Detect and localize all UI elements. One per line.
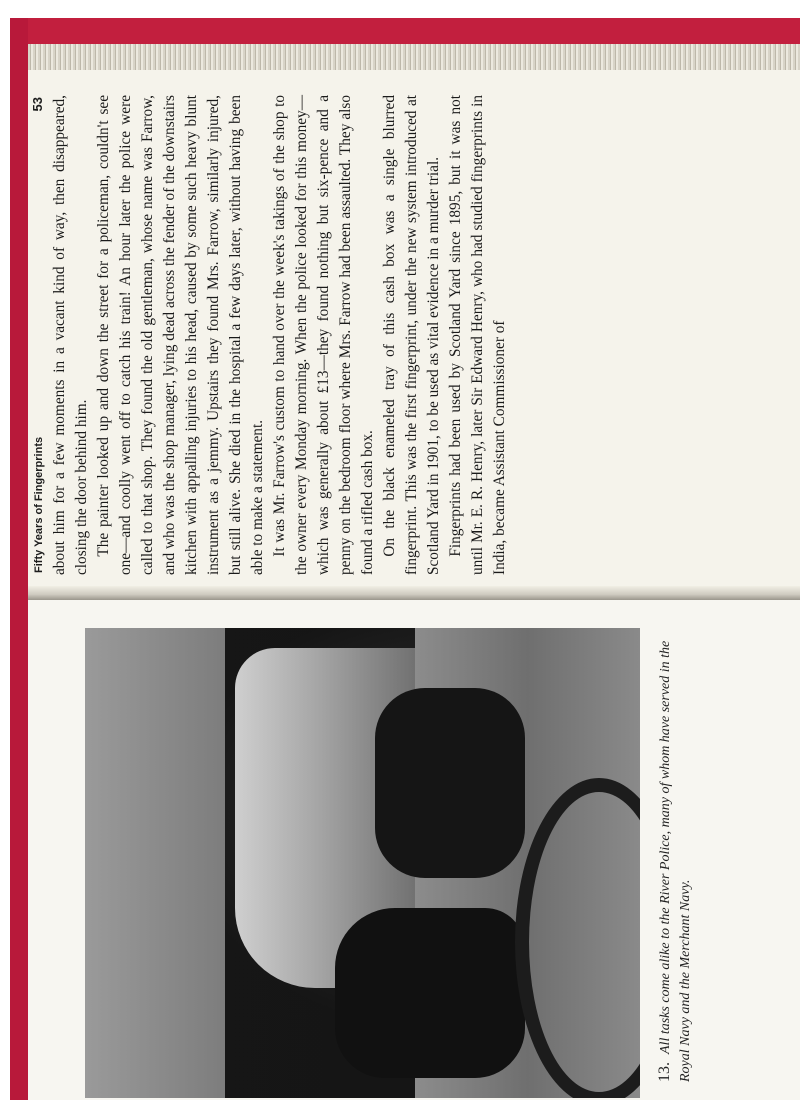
photo-sky (85, 628, 225, 1098)
river-police-photo (85, 628, 640, 1098)
book-cover-edge-left (10, 18, 28, 1100)
text-page (30, 95, 520, 575)
paragraph: On the black enameled tray of this cash box was a single blurred fingerprint. This was the first fingerprint, under the new system introduced at Scotland Yard in 1901, to be used as vital evidence in a murder trial. (381, 95, 442, 575)
caption-text: All tasks come alike to the River Police, many of whom have served in the Royal Navy and the Merchant Navy. (658, 640, 693, 1082)
page-edges (28, 44, 800, 70)
paragraph: It was Mr. Farrow's custom to hand over the week's takings of the shop to the owner every Monday morning. When the police looked for this money—which was generally about £13—they found nothing but six-pence and a penny on the bedroom floor where Mrs. Farrow had been assaulted. They also found a rifled cash box. (271, 95, 376, 575)
page-number: 53 (30, 97, 45, 112)
body-text (49, 95, 511, 575)
photo-caption (655, 632, 696, 1082)
book-gutter (28, 586, 800, 600)
running-head (30, 97, 45, 573)
photo-officer-figure (335, 908, 525, 1078)
running-head-title: Fifty Years of Fingerprints (33, 436, 45, 573)
paragraph: The painter looked up and down the street for a policeman, couldn't see one—and coolly went off to catch his train! An hour later the police were called to that shop. They found the old gentleman, whose name was Farrow, and who was the shop manager, lying dead across the fender of the downstairs kitchen with appalling injuries to his head, caused by some such heavy blunt instrument as a jemmy. Upstairs they found Mrs. Farrow, similarly injured, but still alive. She died in the hospital a few days later, without having been able to make a statement. (95, 95, 266, 575)
paragraph: Fingerprints had been used by Scotland Yard since 1895, but it was not until Mr. E. R. Henry, later Sir Edward Henry, who had studied fingerprints in India, became Assistant Commissioner of (447, 95, 508, 575)
paragraph: about him for a few moments in a vacant kind of way, then disappeared, closing the door behind him. (51, 95, 90, 575)
caption-number: 13. (656, 1062, 673, 1082)
photo-officer-figure (375, 688, 525, 878)
